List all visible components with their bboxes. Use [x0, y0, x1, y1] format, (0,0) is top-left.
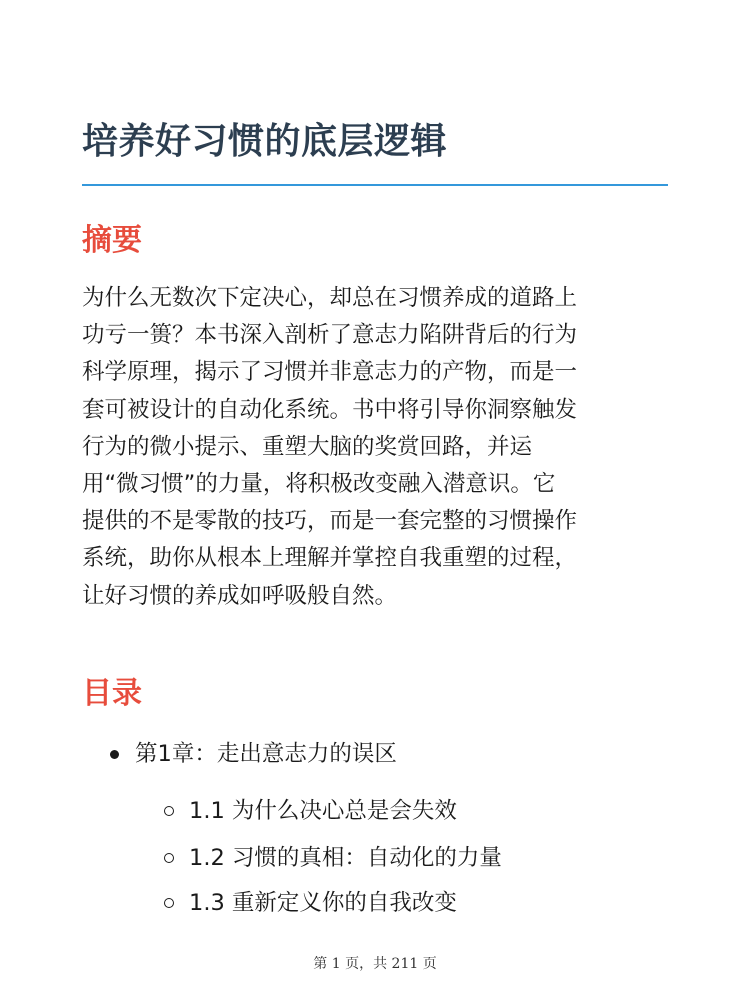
toc-chapter-item[interactable]: [110, 734, 397, 774]
toc-section-label: 1.3 重新定义你的自我改变: [189, 890, 457, 916]
toc-heading: 目录: [82, 676, 142, 711]
toc-section-item[interactable]: [164, 838, 502, 878]
toc-section-item[interactable]: [164, 791, 457, 831]
page-number-footer: 第 1 页，共 211 页: [313, 956, 437, 972]
abstract-line: 行为的微小提示、重塑大脑的奖赏回路，并运: [82, 433, 533, 460]
hollow-bullet-icon: [164, 806, 174, 816]
abstract-line: 系统，助你从根本上理解并掌控自我重塑的过程，: [82, 545, 578, 572]
abstract-paragraph: [82, 280, 672, 615]
abstract-line: 让好习惯的养成如呼吸般自然。: [82, 582, 398, 609]
toc-section-item[interactable]: [164, 883, 457, 923]
title-divider: [82, 184, 668, 186]
filled-bullet-icon: [110, 750, 119, 759]
abstract-line: 提供的不是零散的技巧，而是一套完整的习惯操作: [82, 508, 578, 535]
abstract-heading: 摘要: [82, 223, 142, 258]
toc-section-label: 1.1 为什么决心总是会失效: [189, 798, 457, 824]
hollow-bullet-icon: [164, 853, 174, 863]
abstract-line: 科学原理，揭示了习惯并非意志力的产物，而是一: [82, 359, 578, 386]
toc-chapter-label: 第1章：走出意志力的误区: [135, 741, 397, 767]
document-title: 培养好习惯的底层逻辑: [82, 121, 448, 162]
toc-section-label: 1.2 习惯的真相：自动化的力量: [189, 845, 502, 871]
abstract-line: 套可被设计的自动化系统。书中将引导你洞察触发: [82, 396, 578, 423]
hollow-bullet-icon: [164, 898, 174, 908]
abstract-line: 功亏一篑？本书深入剖析了意志力陷阱背后的行为: [82, 322, 578, 349]
abstract-line: 用“微习惯”的力量，将积极改变融入潜意识。它: [82, 471, 556, 498]
abstract-line: 为什么无数次下定决心，却总在习惯养成的道路上: [82, 285, 578, 311]
